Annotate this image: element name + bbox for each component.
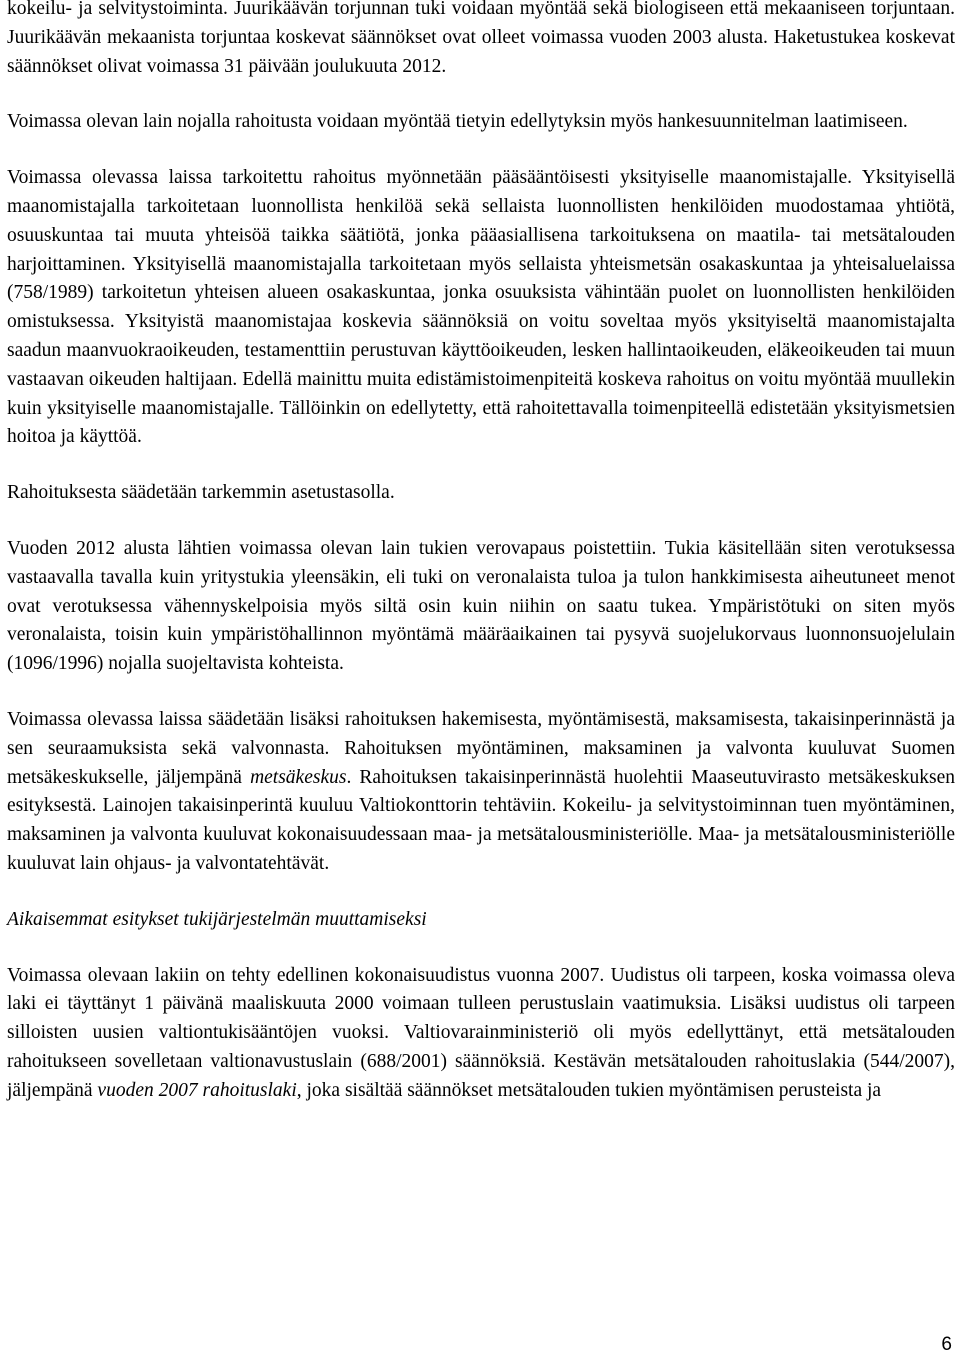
paragraph-3: Voimassa olevassa laissa tarkoitettu rahoitus myönnetään pääsääntöisesti yksityiselle maanomistajalle. Yksityisellä maanomistajalla tarkoitetaan luonnollista henkilöä sekä sellaista luonnollisten henkilöiden muodostamaa yhtiötä, osuuskuntaa tai muuta yhteisöä taikka säätiötä, jonka pääasiallisena tarkoituksena on maatila- tai metsätalouden harjoittaminen. Yksityisellä maanomistajalla tarkoitetaan myös sellaista yhteismetsän osakaskuntaa ja yhteisaluelaissa (758/1989) tarkoitetun yhteisen alueen osakaskuntaa, jonka osuuksista vähintään puolet on luonnollisten henkilöiden omistuksessa. Yksityistä maanomistajaa koskevia säännöksiä on voitu soveltaa myös yksityiseltä maanomistajalta saadun maanvuokraoikeuden, testamenttiin perustuvan käyttöoikeuden, lesken hallintaoikeuden, eläkeoikeuden tai muun vastaavan oikeuden haltijaan. Edellä mainittu muita edistämistoimenpiteitä koskeva rahoitus on voitu myöntää muullekin kuin yksityiselle maanomistajalle. Tällöinkin on edellytetty, että rahoitettavalla toimenpiteellä edistetään yksityismetsien hoitoa ja käyttöä. [7,167,955,448]
paragraph-2: Voimassa olevan lain nojalla rahoitusta voidaan myöntää tietyin edellytyksin myös hankesuunnitelman laatimiseen. [7,111,908,133]
document-page [7,0,955,1133]
paragraph-7-emphasis: vuoden 2007 rahoituslaki [97,1079,297,1101]
paragraph-6-text-after: . Rahoituksen takaisinperinnästä huolehtii Maaseutuvirasto metsäkeskuksen esityksestä. Lainojen takaisinperintä kuuluu Valtiokonttorin tehtäviin. Kokeilu- ja selvitystoiminnan tuen myöntäminen, maksaminen ja valvonta kuuluvat kokonaisuudessaan maa- ja metsätalousministeriölle. Maa- ja metsätalousministeriölle kuuluvat lain ohjaus- ja valvontatehtävät. [7,766,955,874]
paragraph-6 [7,706,955,879]
page-number: 6 [941,1334,952,1355]
paragraph-1: kokeilu- ja selvitystoiminta. Juurikäävän torjunnan tuki voidaan myöntää sekä biologiseen että mekaaniseen torjuntaan. Juurikäävän mekaanista torjuntaa koskevat säännökset ovat olleet voimassa vuoden 2003 alusta. Haketustukea koskevat säännökset olivat voimassa 31 päivään joulukuuta 2012. [7,0,955,77]
paragraph-7-text-before: Voimassa olevaan lakiin on tehty edellinen kokonaisuudistus vuonna 2007. Uudistus oli tarpeen, koska voimassa oleva laki ei täyttänyt 1 päivänä maaliskuuta 2000 voimaan tulleen perustuslain vaatimuksia. Lisäksi uudistus oli tarpeen silloisten uusien valtiontukisääntöjen vuoksi. Valtiovarainministeriö oli myös edellyttänyt, että metsätalouden rahoitukseen sovelletaan valtionavustuslain (688/2001) säännöksiä. Kestävän metsätalouden rahoituslakia (544/2007), jäljempänä [7,964,955,1101]
paragraph-5: Vuoden 2012 alusta lähtien voimassa olevan lain tukien verovapaus poistettiin. Tukia käsitellään siten verotuksessa vastaavalla tavalla kuin yritystukia yleensäkin, eli tuki on veronalaista tuloa ja tulon hankkimisesta aiheutuneet menot ovat verotuksessa vähennyskelpoisia myös siltä osin kuin niihin on saatu tukea. Ympäristötuki on siten myös veronalaista, toisin kuin ympäristöhallinnon myöntämä määräaikainen tai pysyvä suojelukorvaus luonnonsuojelulain (1096/1996) nojalla suojeltavista kohteista. [7,537,955,675]
paragraph-7-text-after: , joka sisältää säännökset metsätalouden tukien myöntämisen perusteista ja [296,1079,882,1101]
section-heading: Aikaisemmat esitykset tukijärjestelmän muuttamiseksi [7,908,427,930]
paragraph-6-text-before: Voimassa olevassa laissa säädetään lisäksi rahoituksen hakemisesta, myöntämisestä, maksamisesta, takaisinperinnästä ja sen seuraamuksista sekä valvonnasta. Rahoituksen myöntäminen, maksaminen ja valvonta kuuluvat Suomen metsäkeskukselle, jäljempänä [7,708,955,788]
paragraph-6-emphasis: metsäkeskus [250,766,347,788]
paragraph-4: Rahoituksesta säädetään tarkemmin asetustasolla. [7,482,395,504]
paragraph-7 [7,962,955,1106]
